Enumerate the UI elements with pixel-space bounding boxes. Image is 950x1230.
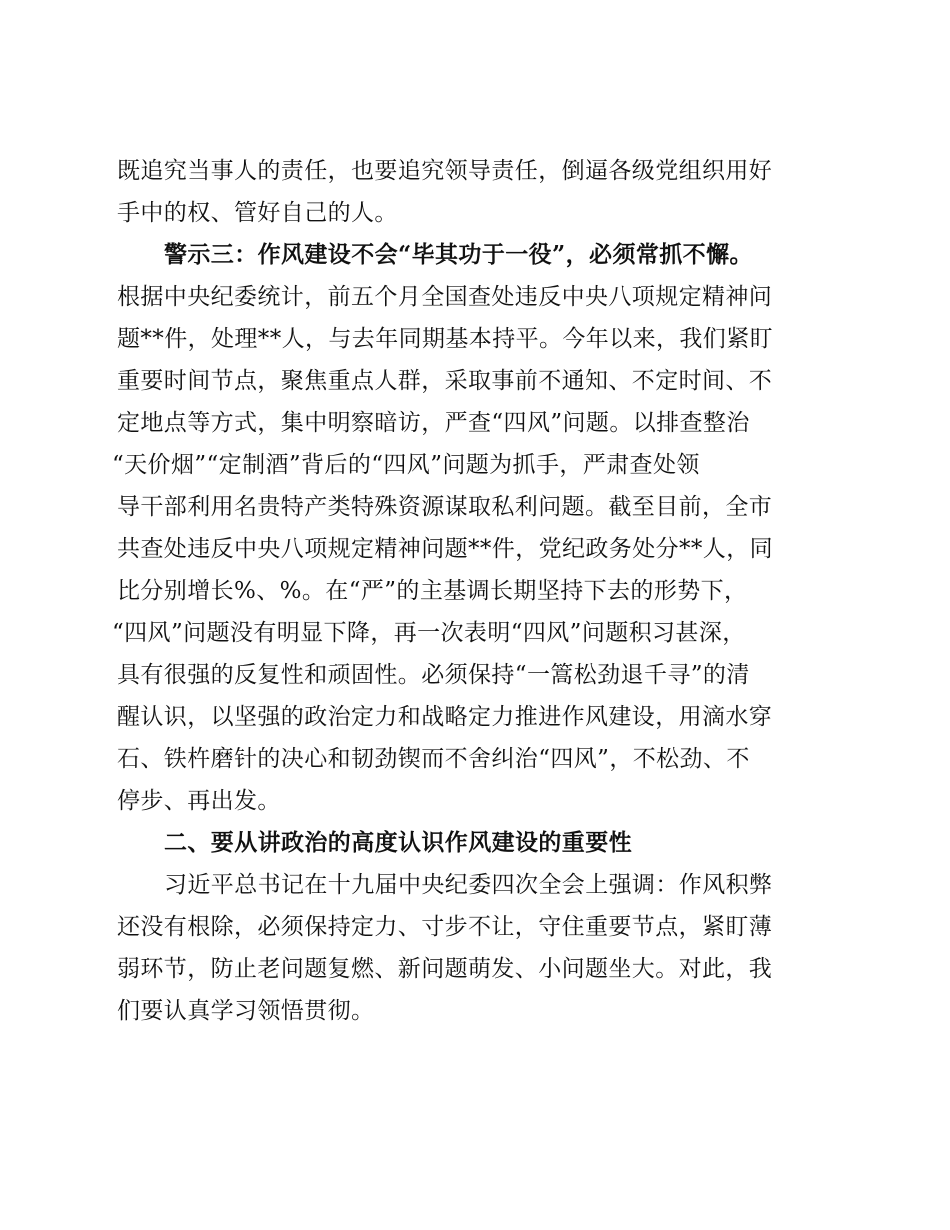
paragraph-line: 习近平总书记在十九届中央纪委四次全会上强调：作风积弊	[164, 872, 773, 898]
paragraph-line: 还没有根除，必须保持定力、寸步不让，守住重要节点，紧盯薄	[117, 914, 773, 940]
paragraph-line: 停步、再出发。	[117, 788, 281, 814]
paragraph-line: 弱环节，防止老问题复燃、新问题萌发、小问题坐大。对此，我	[117, 956, 773, 982]
paragraph-line: 定地点等方式，集中明察暗访，严查“四风”问题。以排查整治	[117, 410, 750, 436]
paragraph-line: 醒认识，以坚强的政治定力和战略定力推进作风建设，用滴水穿	[117, 704, 773, 730]
paragraph-line: 比分别增长%、%。在“严”的主基调长期坚持下去的形势下，	[117, 578, 748, 604]
paragraph-line: 既追究当事人的责任，也要追究领导责任，倒逼各级党组织用好	[117, 158, 773, 184]
section-heading: 二、要从讲政治的高度认识作风建设的重要性	[164, 829, 632, 856]
paragraph-line: 共查处违反中央八项规定精神问题**件，党纪政务处分**人，同	[117, 536, 773, 562]
paragraph-line: “天价烟”“定制酒”背后的“四风”问题为抓手，严肃查处领	[112, 452, 700, 478]
paragraph-line: 们要认真学习领悟贯彻。	[117, 998, 375, 1024]
paragraph-line: 导干部利用名贵特产类特殊资源谋取私利问题。截至目前，全市	[117, 494, 773, 520]
paragraph-line: 重要时间节点，聚焦重点人群，采取事前不通知、不定时间、不	[117, 368, 773, 394]
paragraph-line: “四风”问题没有明显下降，再一次表明“四风”问题积习甚深，	[112, 620, 746, 646]
paragraph-line: 手中的权、管好自己的人。	[117, 200, 398, 226]
paragraph-line: 题**件，处理**人，与去年同期基本持平。今年以来，我们紧盯	[117, 326, 773, 352]
paragraph-line: 石、铁杵磨针的决心和韧劲锲而不舍纠治“四风”，不松劲、不	[117, 746, 750, 772]
warning-heading: 警示三：作风建设不会“毕其功于一役”，必须常抓不懈。	[164, 241, 753, 268]
paragraph-line: 具有很强的反复性和顽固性。必须保持“一篙松劲退千寻”的清	[117, 662, 750, 688]
paragraph-line: 根据中央纪委统计，前五个月全国查处违反中央八项规定精神问	[117, 284, 773, 310]
